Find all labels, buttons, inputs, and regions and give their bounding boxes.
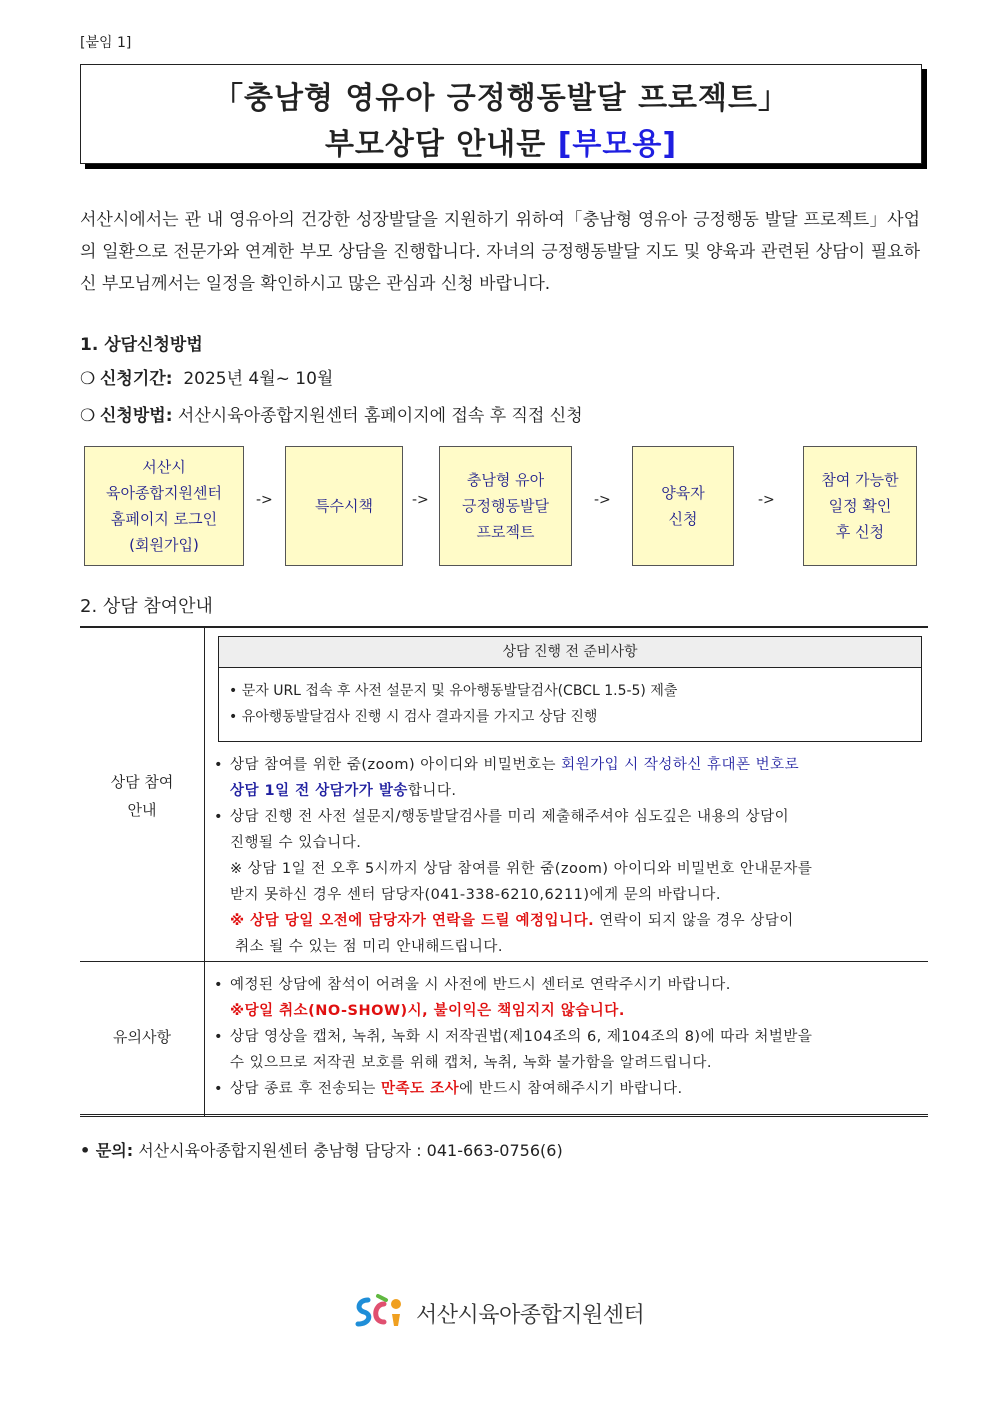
note-highlight-bold: 상담 1일 전 상담가가 발송: [230, 783, 408, 799]
note-text: 취소 될 수 있는 점 미리 안내해드립니다.: [235, 939, 503, 955]
prep-heading: 상담 진행 전 준비사항: [219, 637, 921, 668]
note-item: [214, 1024, 920, 1076]
bullet-dot-icon: •: [214, 809, 224, 825]
note-text: 상담 종료 후 전송되는: [230, 1081, 381, 1097]
note-warning: ※ 상담 당일 오전에 담당자가 연락을 드릴 예정입니다.: [230, 913, 595, 929]
title-box: [80, 64, 922, 164]
footer: [350, 1290, 670, 1334]
participation-notes: [214, 752, 920, 960]
note-text: 진행될 수 있습니다.: [230, 835, 362, 851]
title-main: 부모상담 안내문: [324, 127, 558, 162]
apply-flow: [84, 446, 918, 566]
flow-arrow-icon: ->: [256, 492, 273, 508]
flow-step-line: 신청: [668, 510, 698, 528]
bullet-dot-icon: •: [214, 1029, 224, 1045]
prep-item: • 유아행동발달검사 진행 시 검사 결과지를 가지고 상담 진행: [229, 709, 598, 725]
table-row-divider: [80, 961, 928, 962]
bullet-dot-icon: •: [214, 977, 224, 993]
flow-arrow-icon: ->: [594, 492, 611, 508]
flow-step-project: [439, 446, 572, 566]
table-column-divider: [204, 628, 205, 1116]
row-label-line: 상담 참여: [110, 773, 174, 791]
note-remark: [214, 856, 920, 908]
note-highlight: 회원가입 시 작성하신 휴대폰 번호로: [561, 757, 800, 773]
apply-method-value: 서산시육아종합지원센터 홈페이지에 접속 후 직접 신청: [177, 406, 583, 426]
note-text: 예정된 상담에 참석이 어려울 시 사전에 반드시 센터로 연락주시기 바랍니다.: [230, 977, 731, 993]
flow-step-line: 참여 가능한: [821, 471, 899, 489]
prep-item: • 문자 URL 접속 후 사전 설문지 및 유아행동발달검사(CBCL 1.5-5) 제출: [229, 683, 678, 699]
table-bottom-border: [80, 1114, 928, 1120]
note-item: [214, 804, 920, 856]
note-text: ※ 상담 1일 전 오후 5시까지 상담 참여를 위한 줌(zoom) 아이디와 비밀번호 안내문자를: [230, 861, 813, 877]
row-label-participation: [80, 768, 204, 824]
note-text: 상담 참여를 위한 줌(zoom) 아이디와 비밀번호는: [230, 757, 562, 773]
flow-step-line: 긍정행동발달: [462, 497, 549, 515]
intro-paragraph: 서산시에서는 관 내 영유아의 건강한 성장발달을 지원하기 위하여「충남형 영유아 긍정행동 발달 프로젝트」사업의 일환으로 전문가와 연계한 부모 상담을 진행합니다. 자녀의 긍정행동발달 지도 및 양육과 관련된 상담이 필요하신 부모님께서는 일정을 확인하시고 많은 관심과 신청 바랍니다.: [80, 210, 920, 294]
note-item: [214, 752, 920, 804]
apply-period-label: 신청기간:: [100, 369, 173, 389]
flow-step-line: 프로젝트: [476, 523, 535, 541]
inquiry: [80, 1138, 563, 1161]
center-logo-icon: [350, 1292, 410, 1332]
flow-arrow-icon: ->: [758, 492, 775, 508]
flow-step-schedule: [803, 446, 917, 566]
flow-step-line: 특수시책: [315, 497, 373, 515]
flow-arrow-icon: ->: [412, 492, 429, 508]
flow-step-line: 후 신청: [835, 523, 885, 541]
apply-period-value: 2025년 4월~ 10월: [183, 369, 334, 389]
note-warning: 만족도 조사: [381, 1081, 460, 1097]
section1-heading: 1. 상담신청방법: [80, 335, 203, 355]
note-text: 에 반드시 참여해주시기 바랍니다.: [459, 1081, 683, 1097]
note-text: 수 있으므로 저작권 보호를 위해 캡처, 녹취, 녹화 불가함을 알려드립니다.: [230, 1055, 713, 1071]
flow-step-line: 홈페이지 로그인: [110, 510, 218, 528]
flow-step-parent: [632, 446, 734, 566]
flow-step-line: 서산시: [142, 458, 186, 476]
apply-period: [80, 364, 333, 389]
circle-bullet-icon: ❍: [80, 406, 96, 426]
center-name: 서산시육아종합지원센터: [416, 1303, 645, 1328]
flow-step-line: 양육자: [661, 484, 705, 502]
note-text: 합니다.: [407, 783, 457, 799]
note-text: 연락이 되지 않을 경우 상담이: [594, 913, 794, 929]
note-text: 받지 못하신 경우 센터 담당자(041-338-6210,6211)에게 문의 바랍니다.: [230, 887, 721, 903]
table-top-border: [80, 626, 928, 628]
inquiry-value: 서산시육아종합지원센터 충남형 담당자 : 041-663-0756(6): [133, 1141, 563, 1160]
note-text: 상담 진행 전 사전 설문지/행동발달검사를 미리 제출해주셔야 심도깊은 내용의 상담이: [230, 809, 790, 825]
circle-bullet-icon: ❍: [80, 369, 96, 389]
prep-box: [218, 636, 922, 742]
flow-step-line: 충남형 유아: [466, 471, 545, 489]
flow-step-login: [84, 446, 244, 566]
caution-notes: [214, 972, 920, 1102]
note-item: [214, 1076, 920, 1102]
row-label-caution: 유의사항: [113, 1028, 171, 1046]
attachment-label: [붙임 1]: [80, 35, 132, 51]
note-remark: [214, 908, 920, 960]
bullet-dot-icon: •: [214, 1081, 224, 1097]
title-line1: 「충남형 영유아 긍정행동발달 프로젝트」: [212, 81, 789, 116]
section2-heading: 2. 상담 참여안내: [80, 596, 213, 617]
note-warning: ※당일 취소(NO-SHOW)시, 불이익은 책임지지 않습니다.: [230, 1003, 625, 1019]
row-label-line: 안내: [127, 801, 157, 819]
note-text: 상담 영상을 캡처, 녹취, 녹화 시 저작권법(제104조의 6, 제104조의 8)에 따라 처벌받을: [230, 1029, 813, 1045]
flow-step-special: [285, 446, 403, 566]
apply-method-label: 신청방법:: [100, 406, 173, 426]
title-tag: [부모용]: [557, 127, 678, 162]
note-item: [214, 972, 920, 1024]
apply-method: [80, 401, 583, 426]
flow-step-line: 일정 확인: [828, 497, 892, 515]
inquiry-label: • 문의:: [80, 1141, 134, 1160]
flow-step-line: 육아종합지원센터: [106, 484, 222, 502]
title-line2: [81, 119, 921, 163]
flow-step-line: (회원가입): [129, 536, 199, 554]
bullet-dot-icon: •: [214, 757, 224, 773]
